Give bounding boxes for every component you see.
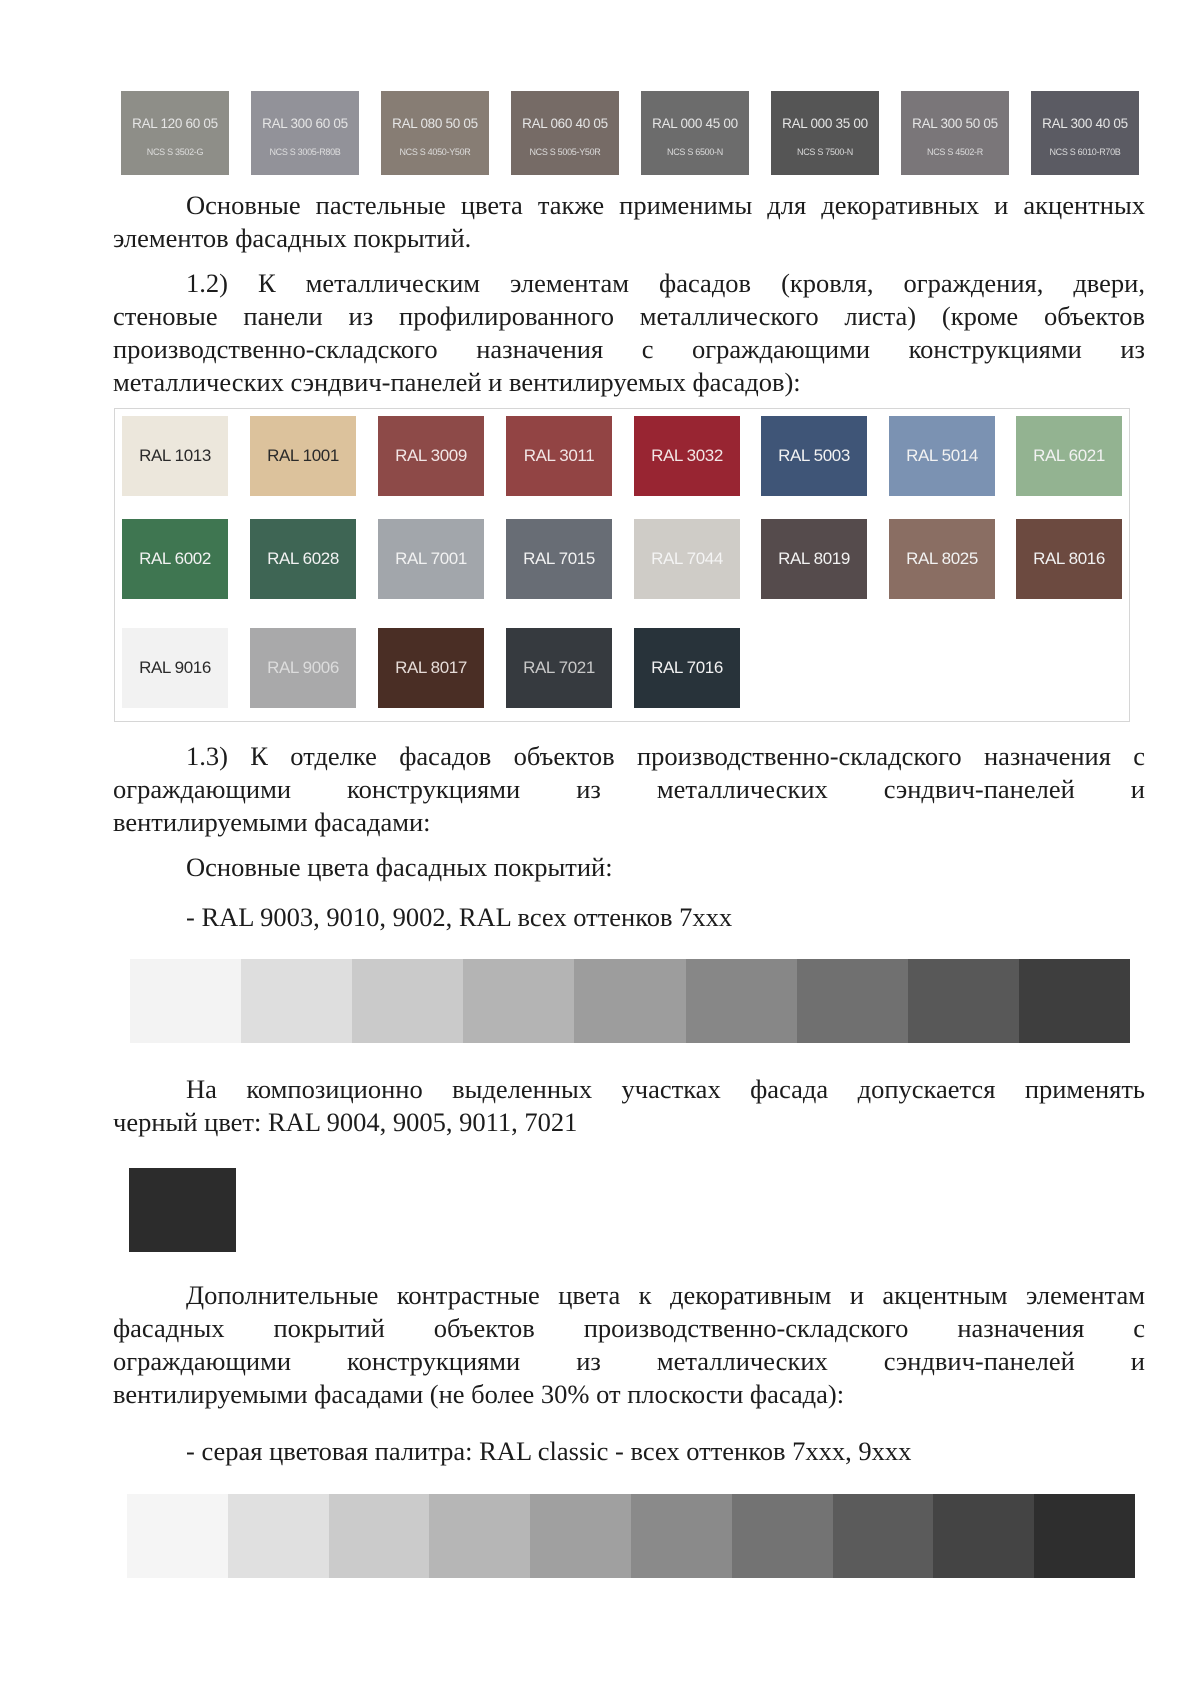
ncs-code: NCS S 4502-R bbox=[927, 147, 983, 157]
ral-code: RAL 000 45 00 bbox=[652, 116, 738, 131]
text-line: стеновые панели из профилированного металлического листа) (кроме объектов bbox=[113, 301, 1145, 331]
ncs-swatch-row bbox=[121, 91, 1138, 175]
ral-swatch: RAL 5003 bbox=[761, 416, 867, 496]
ncs-code: NCS S 3005-R80B bbox=[269, 147, 341, 157]
gray-shade bbox=[130, 959, 241, 1043]
ral-swatch: RAL 7021 bbox=[506, 628, 612, 708]
gray-shade bbox=[1034, 1494, 1135, 1578]
text-line: Основные пастельные цвета также применимы для декоративных и акцентных bbox=[186, 190, 1145, 220]
text-line: черный цвет: RAL 9004, 9005, 9011, 7021 bbox=[113, 1107, 578, 1137]
ral-swatch: RAL 1001 bbox=[250, 416, 356, 496]
ncs-code: NCS S 5005-Y50R bbox=[529, 147, 601, 157]
gray-shade bbox=[228, 1494, 329, 1578]
gray-shade bbox=[530, 1494, 631, 1578]
ncs-swatch bbox=[641, 91, 749, 175]
ncs-swatch bbox=[511, 91, 619, 175]
ral-swatch: RAL 8025 bbox=[889, 519, 995, 599]
gray-shade bbox=[1019, 959, 1130, 1043]
gray-shade bbox=[732, 1494, 833, 1578]
ral-code: RAL 060 40 05 bbox=[522, 116, 608, 131]
ral-swatch: RAL 9016 bbox=[122, 628, 228, 708]
ncs-swatch bbox=[1031, 91, 1139, 175]
gray-shade bbox=[797, 959, 908, 1043]
ncs-code: NCS S 3502-G bbox=[146, 147, 204, 157]
ral-swatch: RAL 7015 bbox=[506, 519, 612, 599]
text-line: - серая цветовая палитра: RAL classic - всех оттенков 7xxx, 9xxx bbox=[186, 1436, 912, 1466]
ral-code: RAL 300 50 05 bbox=[912, 116, 998, 131]
gray-shade bbox=[833, 1494, 934, 1578]
paragraph-pastel-colors bbox=[113, 189, 1145, 255]
ncs-swatch bbox=[251, 91, 359, 175]
text-line: 1.2) К металлическим элементам фасадов (кровля, ограждения, двери, bbox=[186, 268, 1145, 298]
ral-swatch: RAL 7016 bbox=[634, 628, 740, 708]
gray-shade bbox=[574, 959, 685, 1043]
ncs-code: NCS S 7500-N bbox=[797, 147, 853, 157]
gray-shade bbox=[127, 1494, 228, 1578]
text-line: ограждающими конструкциями из металлических сэндвич-панелей и bbox=[113, 1346, 1145, 1376]
gray-shade bbox=[241, 959, 352, 1043]
ral-code: RAL 000 35 00 bbox=[782, 116, 868, 131]
ral-code: RAL 300 40 05 bbox=[1042, 116, 1128, 131]
ral-swatch: RAL 3011 bbox=[506, 416, 612, 496]
gray-shade bbox=[908, 959, 1019, 1043]
ncs-code: NCS S 6500-N bbox=[667, 147, 723, 157]
paragraph-accent-colors bbox=[113, 1279, 1145, 1411]
ral-swatch: RAL 5014 bbox=[889, 416, 995, 496]
paragraph-ral-list bbox=[113, 901, 1145, 934]
ral-swatch: RAL 6028 bbox=[250, 519, 356, 599]
gray-shade bbox=[329, 1494, 430, 1578]
ncs-code: NCS S 4050-Y50R bbox=[399, 147, 471, 157]
paragraph-main-colors-heading bbox=[113, 851, 1145, 884]
ral-swatch: RAL 3032 bbox=[634, 416, 740, 496]
text-line: 1.3) К отделке фасадов объектов производственно-складского назначения с bbox=[186, 741, 1145, 771]
black-swatch bbox=[129, 1168, 236, 1252]
text-line: элементов фасадных покрытий. bbox=[113, 223, 472, 253]
gray-shade bbox=[631, 1494, 732, 1578]
paragraph-sandwich-panels bbox=[113, 740, 1145, 839]
gray-shade bbox=[429, 1494, 530, 1578]
ral-swatch: RAL 3009 bbox=[378, 416, 484, 496]
text-line: Основные цвета фасадных покрытий: bbox=[186, 852, 613, 882]
ncs-swatch bbox=[121, 91, 229, 175]
ral-code: RAL 300 60 05 bbox=[262, 116, 348, 131]
ral-swatch: RAL 6021 bbox=[1016, 416, 1122, 496]
ral-code: RAL 080 50 05 bbox=[392, 116, 478, 131]
gray-shade bbox=[352, 959, 463, 1043]
gray-shade bbox=[933, 1494, 1034, 1578]
text-line: металлических сэндвич-панелей и вентилируемых фасадов): bbox=[113, 367, 801, 397]
gray-shade bbox=[686, 959, 797, 1043]
text-line: - RAL 9003, 9010, 9002, RAL всех оттенков 7xxx bbox=[186, 902, 733, 932]
ral-swatch-panel bbox=[114, 408, 1130, 722]
ral-swatch: RAL 7044 bbox=[634, 519, 740, 599]
ncs-swatch bbox=[901, 91, 1009, 175]
gray-palette-strip bbox=[127, 1494, 1135, 1578]
ral-swatch: RAL 7001 bbox=[378, 519, 484, 599]
text-line: фасадных покрытий объектов производственно-складского назначения с bbox=[113, 1313, 1145, 1343]
ral-code: RAL 120 60 05 bbox=[132, 116, 218, 131]
ral-swatch: RAL 9006 bbox=[250, 628, 356, 708]
text-line: вентилируемыми фасадами: bbox=[113, 807, 431, 837]
ral-swatch: RAL 6002 bbox=[122, 519, 228, 599]
text-line: производственно-складского назначения с ограждающими конструкциями из bbox=[113, 334, 1145, 364]
ncs-swatch bbox=[771, 91, 879, 175]
gray-palette-strip bbox=[130, 959, 1130, 1043]
gray-shade bbox=[463, 959, 574, 1043]
text-line: вентилируемыми фасадами (не более 30% от плоскости фасада): bbox=[113, 1379, 845, 1409]
ral-swatch: RAL 1013 bbox=[122, 416, 228, 496]
text-line: ограждающими конструкциями из металлических сэндвич-панелей и bbox=[113, 774, 1145, 804]
ral-swatch: RAL 8017 bbox=[378, 628, 484, 708]
paragraph-gray-palette bbox=[113, 1435, 1145, 1468]
ncs-code: NCS S 6010-R70B bbox=[1049, 147, 1121, 157]
ral-swatch: RAL 8016 bbox=[1016, 519, 1122, 599]
ral-swatch: RAL 8019 bbox=[761, 519, 867, 599]
paragraph-metal-elements bbox=[113, 267, 1145, 399]
ncs-swatch bbox=[381, 91, 489, 175]
text-line: Дополнительные контрастные цвета к декоративным и акцентным элементам bbox=[186, 1280, 1145, 1310]
paragraph-black-color bbox=[113, 1073, 1145, 1139]
text-line: На композиционно выделенных участках фасада допускается применять bbox=[186, 1074, 1145, 1104]
